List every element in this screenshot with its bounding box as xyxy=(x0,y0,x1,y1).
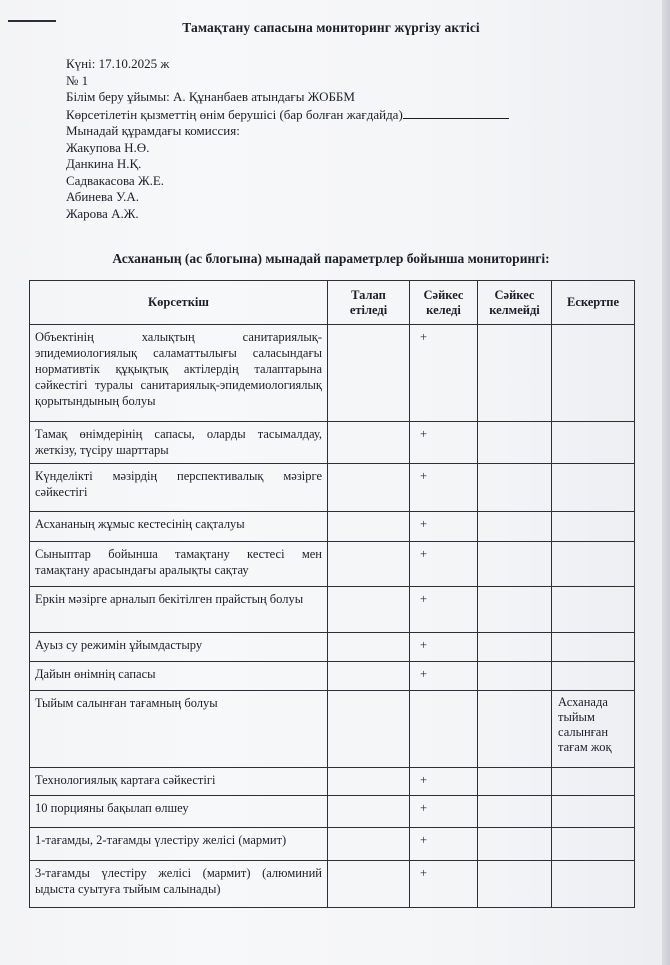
compliant-cell: + xyxy=(410,796,478,828)
requirement-cell xyxy=(328,828,410,861)
producer-blank xyxy=(403,106,509,119)
requirement-cell xyxy=(328,633,410,662)
header-requirement: Талап етіледі xyxy=(328,281,410,325)
compliant-cell: + xyxy=(410,768,478,796)
number-line: № 1 xyxy=(66,72,89,88)
indicator-cell: 3-тағамды үлестіру желісі (мармит) (алюминий ыдыста суытуға тыйым салынады) xyxy=(30,861,328,908)
page-edge xyxy=(662,0,670,965)
table-row xyxy=(30,861,635,908)
header-note: Ескертпе xyxy=(552,281,635,325)
requirement-cell xyxy=(328,768,410,796)
compliant-cell: + xyxy=(410,325,478,422)
requirement-cell xyxy=(328,512,410,542)
note-cell xyxy=(552,828,635,861)
requirement-cell xyxy=(328,796,410,828)
commission-member: Данкина Н.Қ. xyxy=(66,156,142,171)
requirement-cell xyxy=(328,422,410,464)
noncompliant-cell xyxy=(478,828,552,861)
table-row xyxy=(30,633,635,662)
producer-label: Көрсетілетін қызметтің өнім берушісі (бар болған жағдайда) xyxy=(66,106,403,122)
table-row xyxy=(30,691,635,768)
indicator-cell: Сыныптар бойынша тамақтану кестесі мен тамақтану арасындағы аралықты сақтау xyxy=(30,542,328,587)
table-row xyxy=(30,325,635,422)
indicator-cell: Күнделікті мәзірдің перспективалық мәзірге сәйкестігі xyxy=(30,464,328,512)
note-cell xyxy=(552,662,635,691)
compliant-cell: + xyxy=(410,464,478,512)
note-cell xyxy=(552,422,635,464)
noncompliant-cell xyxy=(478,512,552,542)
header-info xyxy=(66,56,509,222)
commission-member: Жакупова Н.Ө. xyxy=(66,139,150,155)
table-row xyxy=(30,542,635,587)
noncompliant-cell xyxy=(478,662,552,691)
note-cell xyxy=(552,512,635,542)
note-cell xyxy=(552,325,635,422)
noncompliant-cell xyxy=(478,633,552,662)
indicator-cell: Ауыз су режимін ұйымдастыру xyxy=(30,633,328,662)
note-cell xyxy=(552,587,635,633)
noncompliant-cell xyxy=(478,587,552,633)
note-cell xyxy=(552,796,635,828)
compliant-cell: + xyxy=(410,542,478,587)
table-row xyxy=(30,768,635,796)
note-cell xyxy=(552,633,635,662)
header-indicator: Көрсеткіш xyxy=(30,281,328,325)
table-row xyxy=(30,422,635,464)
indicator-cell: 1-тағамды, 2-тағамды үлестіру желісі (мармит) xyxy=(30,828,328,861)
noncompliant-cell xyxy=(478,768,552,796)
noncompliant-cell xyxy=(478,691,552,768)
requirement-cell xyxy=(328,662,410,691)
indicator-cell: Еркін мәзірге арналып бекітілген прайстың болуы xyxy=(30,587,328,633)
compliant-cell: + xyxy=(410,422,478,464)
table-header-row xyxy=(30,281,635,325)
note-cell: Асханада тыйым салынған тағам жоқ xyxy=(552,691,635,768)
noncompliant-cell xyxy=(478,422,552,464)
compliant-cell xyxy=(410,691,478,768)
indicator-cell: Тамақ өнімдерінің сапасы, оларды тасымалдау, жеткізу, түсіру шарттары xyxy=(30,422,328,464)
noncompliant-cell xyxy=(478,464,552,512)
document-title: Тамақтану сапасына мониторинг жүргізу актісі xyxy=(182,20,480,35)
table-row xyxy=(30,587,635,633)
note-cell xyxy=(552,768,635,796)
table-row xyxy=(30,464,635,512)
noncompliant-cell xyxy=(478,542,552,587)
note-cell xyxy=(552,542,635,587)
requirement-cell xyxy=(328,587,410,633)
compliant-cell: + xyxy=(410,861,478,908)
requirement-cell xyxy=(328,464,410,512)
producer-line xyxy=(66,106,509,124)
header-compliant: Сәйкес келеді xyxy=(410,281,478,325)
commission-member: Жарова А.Ж. xyxy=(66,205,139,221)
requirement-cell xyxy=(328,325,410,422)
compliant-cell: + xyxy=(410,662,478,691)
header-noncompliant: Сәйкес келмейді xyxy=(478,281,552,325)
compliant-cell: + xyxy=(410,828,478,861)
indicator-cell: Объектінің халықтың санитариялық-эпидемиологиялық саламаттылығы саласындағы нормативтік құқықтық актілердің талаптарына сәйкестігі туралы санитариялық-эпидемиологиялық қорытындының болуы xyxy=(30,325,328,422)
date-line: Күні: 17.10.2025 ж xyxy=(66,56,170,71)
noncompliant-cell xyxy=(478,325,552,422)
commission-member: Абинева У.А. xyxy=(66,189,139,204)
indicator-cell: Дайын өнімнің сапасы xyxy=(30,662,328,691)
indicator-cell: Технологиялық картаға сәйкестігі xyxy=(30,768,328,796)
indicator-cell: Тыйым салынған тағамның болуы xyxy=(30,691,328,768)
requirement-cell xyxy=(328,691,410,768)
compliant-cell: + xyxy=(410,633,478,662)
noncompliant-cell xyxy=(478,861,552,908)
school-line: Білім беру ұйымы: А. Құнанбаев атындағы ЖОББМ xyxy=(66,89,355,104)
indicator-cell: 10 порцияны бақылап өлшеу xyxy=(30,796,328,828)
table-row xyxy=(30,512,635,542)
compliant-cell: + xyxy=(410,587,478,633)
table-row xyxy=(30,662,635,691)
noncompliant-cell xyxy=(478,796,552,828)
monitoring-table xyxy=(29,280,635,908)
note-cell xyxy=(552,464,635,512)
commission-label: Мынадай құрамдағы комиссия: xyxy=(66,123,240,138)
compliant-cell: + xyxy=(410,512,478,542)
note-cell xyxy=(552,861,635,908)
commission-member: Садвакасова Ж.Е. xyxy=(66,172,165,188)
requirement-cell xyxy=(328,542,410,587)
requirement-cell xyxy=(328,861,410,908)
table-row xyxy=(30,796,635,828)
table-subtitle: Асхананың (ас блогына) мынадай параметрлер бойынша мониторингі: xyxy=(112,251,550,266)
table-row xyxy=(30,828,635,861)
indicator-cell: Асхананың жұмыс кестесінің сақталуы xyxy=(30,512,328,542)
